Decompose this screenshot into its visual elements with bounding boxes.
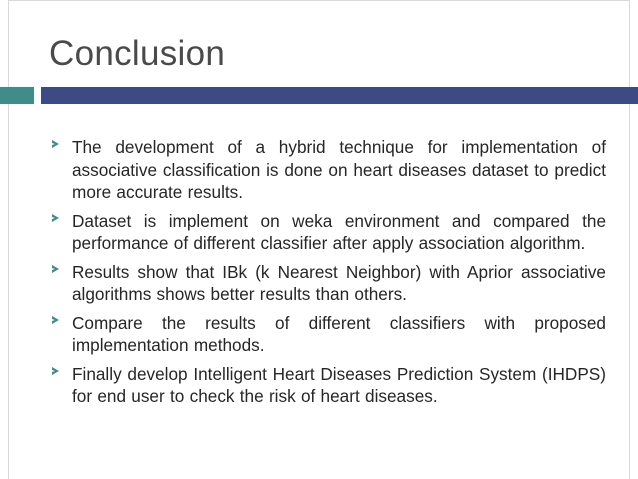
chevron-right-icon (52, 367, 59, 375)
chevron-right-icon (52, 140, 59, 148)
chevron-right-icon (52, 265, 59, 273)
slide-border-left (8, 0, 9, 479)
chevron-right-icon (52, 316, 59, 324)
bullet-text: Dataset is implement on weka environment and compared the performance of different classifier after apply association algorithm. (72, 210, 606, 253)
bullet-list (46, 136, 606, 414)
bullet-text: Finally develop Intelligent Heart Diseases Prediction System (IHDPS) for end user to check the risk of heart diseases. (72, 363, 606, 406)
accent-bar-teal (0, 87, 34, 104)
slide-border-top (8, 0, 630, 1)
bullet-text: Compare the results of different classifiers with proposed implementation methods. (72, 312, 606, 355)
bullet-item (46, 261, 606, 306)
bullet-item (46, 210, 606, 255)
bullet-item (46, 363, 606, 408)
chevron-right-icon (52, 214, 59, 222)
bullet-item (46, 312, 606, 357)
slide-title: Conclusion (49, 34, 226, 73)
bullet-text: Results show that IBk (k Nearest Neighbor) with Aprior associative algorithms shows better results than others. (72, 261, 606, 304)
bullet-item (46, 136, 606, 204)
bullet-text: The development of a hybrid technique for implementation of associative classification is done on heart diseases dataset to predict more accurate results. (72, 137, 606, 202)
accent-bar-navy (41, 87, 638, 104)
slide-border-right (629, 0, 630, 479)
